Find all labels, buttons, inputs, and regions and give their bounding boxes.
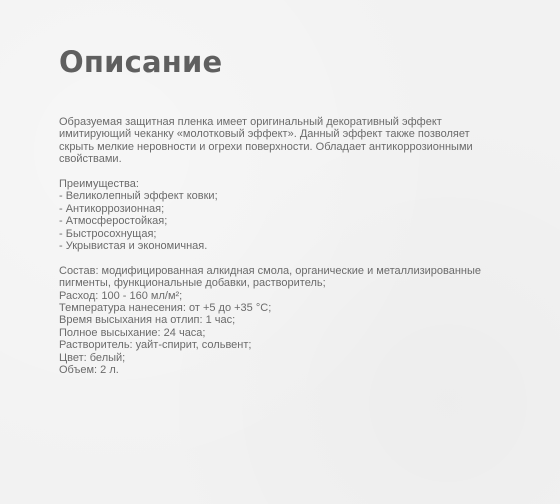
list-item: - Быстросохнущая; xyxy=(59,227,157,240)
spec-line: Время высыхания на отлип: 1 час; xyxy=(59,314,236,327)
spacer xyxy=(59,252,509,264)
list-item: - Антикоррозионная; xyxy=(59,202,165,215)
page-title: Описание xyxy=(59,45,223,79)
intro-paragraph: Образуемая защитная пленка имеет оригинальный декоративный эффект имитирующий чеканку «молотковый эффект». Данный эффект также позволяет скрыть мелкие неровности и огрехи поверхности. Обладает антикоррозионными свойствами. xyxy=(59,116,473,166)
spec-line: Цвет: белый; xyxy=(59,351,126,364)
list-item: - Атмосферостойкая; xyxy=(59,215,168,228)
spec-line: Состав: модифицированная алкидная смола, органические и металлизированные xyxy=(59,264,482,277)
spec-line: Расход: 100 - 160 мл/м²; xyxy=(59,289,183,302)
spec-line: Температура нанесения: от +5 до +35 °С; xyxy=(59,302,272,315)
advantages-heading: Преимущества: xyxy=(59,178,139,191)
spec-line: Объем: 2 л. xyxy=(59,364,119,377)
advantages-list xyxy=(59,190,509,252)
description-content xyxy=(59,116,509,377)
spacer xyxy=(59,166,509,178)
list-item: - Великолепный эффект ковки; xyxy=(59,190,218,203)
spec-line: Полное высыхание: 24 часа; xyxy=(59,326,206,339)
spec-line: пигменты, функциональные добавки, растворитель; xyxy=(59,277,326,290)
spec-line: Растворитель: уайт-спирит, сольвент; xyxy=(59,339,252,352)
list-item: - Укрывистая и экономичная. xyxy=(59,240,208,253)
specs-block xyxy=(59,265,509,377)
